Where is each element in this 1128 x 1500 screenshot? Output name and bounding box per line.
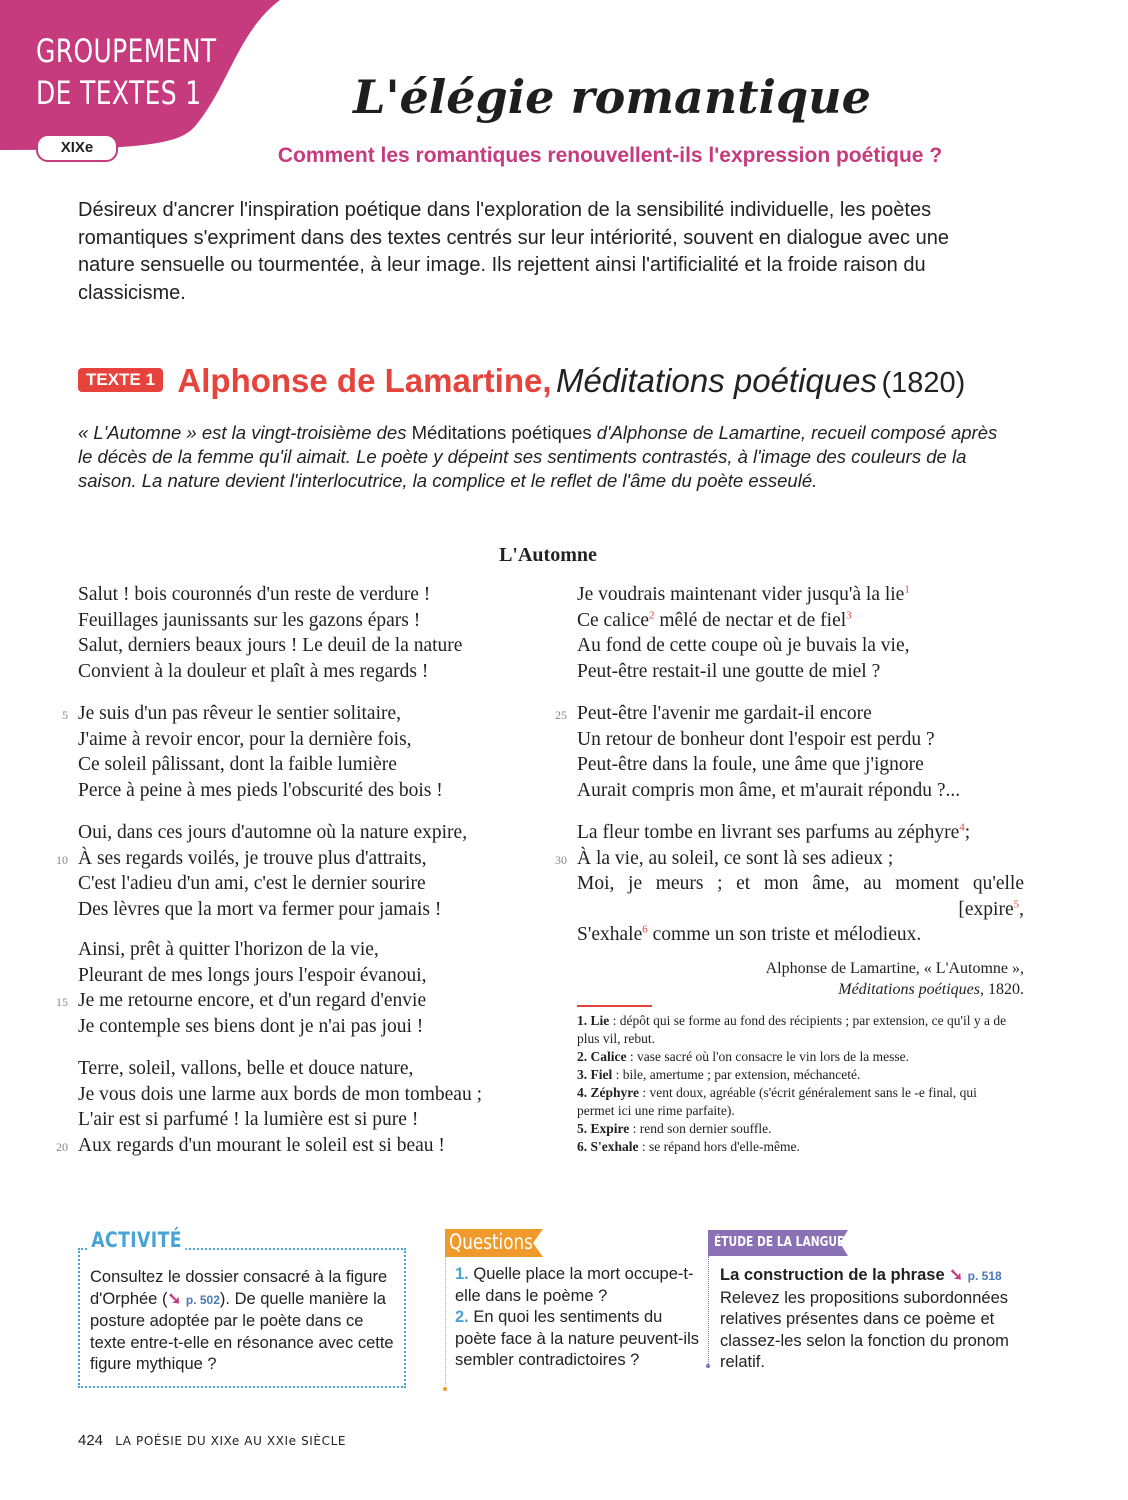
stanza-6 xyxy=(577,582,1047,684)
verse: Feuillages jaunissants sur les gazons épars ! xyxy=(78,609,421,631)
stanza-3 xyxy=(56,820,548,922)
line-number: 30 xyxy=(555,852,567,867)
text-introduction: « L'Automne » est la vingt-troisième des Méditations poétiques d'Alphonse de Lamartine, recueil composé après le décès de la femme qu'il aimait. Le poète y dépeint ses sentiments contrastés, à l'image des couleurs de la saison. La nature devient l'interlocutrice, la complice et le reflet de l'âme du poète esseulé. xyxy=(78,422,998,491)
arrow-icon: ➘ xyxy=(167,1289,186,1308)
line-number: 10 xyxy=(56,852,68,867)
verse: 15 Je me retourne encore, et d'un regard d'envie xyxy=(78,988,548,1014)
verse: Je vous dois une larme aux bords de mon tombeau ; xyxy=(78,1083,483,1105)
stanza-2 xyxy=(62,701,548,803)
verse: Je voudrais maintenant vider jusqu'à la lie$^1$ xyxy=(577,583,910,605)
footnote-mark[interactable]: 4 xyxy=(959,821,965,834)
footnote-item: 5. Expire : rend son dernier souffle. xyxy=(577,1121,772,1136)
bullet-dot xyxy=(706,1364,710,1368)
footnote-item: 1. Lie : dépôt qui se forme au fond des récipients ; par extension, ce qu'il y a de plus vil, rebut. xyxy=(577,1013,1007,1046)
verse: 25 Peut-être l'avenir me gardait-il encore xyxy=(577,701,1047,727)
language-rule xyxy=(708,1256,710,1366)
text-heading xyxy=(78,362,965,400)
language-exercise: La construction de la phrase ➘ p. 518 Relevez les propositions subordonnées relatives présentes dans ce poème et classez-les selon la fonction du pronom relatif. xyxy=(720,1266,1009,1371)
stanza-4 xyxy=(56,937,548,1039)
text-badge: TEXTE 1 xyxy=(78,368,163,392)
language-label: ÉTUDE DE LA LANGUE xyxy=(714,1235,845,1250)
verse: Ainsi, prêt à quitter l'horizon de la vie, xyxy=(78,939,379,960)
footnote-mark[interactable]: 6 xyxy=(642,923,648,936)
verse: S'exhale$^6$ comme un son triste et mélodieux. xyxy=(577,923,922,945)
verse: 20 Aux regards d'un mourant le soleil est si beau ! xyxy=(78,1133,548,1159)
questions-rule xyxy=(445,1257,447,1390)
line-number: 5 xyxy=(62,708,68,722)
page-reference-link[interactable]: p. 502 xyxy=(185,1292,220,1307)
stanza-8 xyxy=(555,820,1047,948)
verse: L'air est si parfumé ! la lumière est si pure ! xyxy=(78,1109,419,1130)
work-year: (1820) xyxy=(881,367,966,399)
verse: Un retour de bonheur dont l'espoir est perdu ? xyxy=(577,728,935,750)
footnote-mark[interactable]: 3 xyxy=(846,609,852,621)
stanza-1 xyxy=(78,582,548,684)
verse: Ce soleil pâlissant, dont la faible lumière xyxy=(78,754,397,775)
verse: Salut ! bois couronnés d'un reste de verdure ! xyxy=(78,584,431,605)
verse: Terre, soleil, vallons, belle et douce nature, xyxy=(78,1058,414,1079)
stanza-7 xyxy=(555,701,1047,803)
line-number: 20 xyxy=(56,1139,68,1154)
footnote-mark[interactable]: 2 xyxy=(649,609,655,621)
verse: Aurait compris mon âme, et m'aurait répondu ?... xyxy=(577,779,961,801)
running-title: LA POÉSIE DU XIXe AU XXIe SIÈCLE xyxy=(115,1434,347,1448)
verse: Je contemple ses biens dont je n'ai pas joui ! xyxy=(78,1015,424,1037)
verse: La fleur tombe en livrant ses parfums au zéphyre$^4$; xyxy=(577,821,971,843)
notes-separator xyxy=(577,1005,652,1007)
footnote-mark[interactable]: 5 xyxy=(1013,898,1020,910)
poem-source: Alphonse de Lamartine, « L'Automne », Méditations poétiques, 1820. xyxy=(765,960,1024,998)
questions-label: Questions xyxy=(449,1230,533,1254)
language-heading: La construction de la phrase xyxy=(720,1266,945,1284)
questions-list xyxy=(455,1264,705,1372)
line-number: 15 xyxy=(56,995,68,1009)
verse: C'est l'adieu d'un ami, c'est le dernier sourire xyxy=(78,873,426,894)
arrow-icon: ➘ xyxy=(949,1266,964,1284)
footnote-item: 3. Fiel : bile, amertume ; par extension, méchanceté. xyxy=(577,1067,861,1082)
verse: Convient à la douleur et plaît à mes regards ! xyxy=(78,660,429,682)
verse: Salut, derniers beaux jours ! Le deuil de la nature xyxy=(78,635,463,656)
verse: Peut-être restait-il une goutte de miel ? xyxy=(577,660,881,682)
verse: J'aime à revoir encor, pour la dernière fois, xyxy=(78,728,412,750)
page-subtitle: Comment les romantiques renouvellent-ils l'expression poétique ? xyxy=(277,144,943,167)
verse: Des lèvres que la mort va fermer pour jamais ! xyxy=(78,898,442,920)
verse: 30 À la vie, au soleil, ce sont là ses adieux ; xyxy=(577,846,1047,872)
bullet-dot xyxy=(443,1387,447,1391)
activity-text: Consultez le dossier consacré à la figure d'Orphée (➘ p. 502). De quelle manière la posture adoptée par le poète dans ce texte entre-t-elle en résonance avec cette figure mythique ? xyxy=(90,1268,394,1373)
activity-label: ACTIVITÉ xyxy=(88,1228,185,1252)
century-badge: XIXe xyxy=(36,134,118,162)
footnote-mark[interactable]: 1 xyxy=(904,583,910,596)
footnote-item: 2. Calice : vase sacré où l'on consacre le vin lors de la messe. xyxy=(577,1049,909,1064)
page-footer xyxy=(78,1432,346,1449)
verse: 5 Je suis d'un pas rêveur le sentier solitaire, xyxy=(78,701,548,727)
verse: Moi, je meurs ; et mon âme, au moment qu'elle xyxy=(577,873,1024,894)
page-reference-link[interactable]: p. 518 xyxy=(967,1269,1002,1283)
line-number: 25 xyxy=(555,708,567,722)
footnote-item: 4. Zéphyre : vent doux, agréable (s'écrit généralement sans le -e final, qui permet ici une rime parfaite). xyxy=(577,1085,977,1118)
poem-title: L'Automne xyxy=(499,544,597,566)
footnote-item: 6. S'exhale : se répand hors d'elle-même. xyxy=(577,1139,800,1154)
work-title: Méditations poétiques xyxy=(555,362,877,399)
verse: Peut-être dans la foule, une âme que j'ignore xyxy=(577,754,924,775)
verse: Pleurant de mes longs jours l'espoir évanoui, xyxy=(78,964,427,986)
verse: Au fond de cette coupe où je buvais la vie, xyxy=(577,635,910,656)
verse-continuation: [expire$^5$, xyxy=(958,898,1024,920)
question-item: 1. Quelle place la mort occupe-t-elle dans le poème ? xyxy=(455,1265,694,1305)
page-title: L'élégie romantique xyxy=(353,70,871,124)
group-label: GROUPEMENT DE TEXTES 1 xyxy=(36,32,217,112)
verse: 10 À ses regards voilés, je trouve plus d'attraits, xyxy=(78,846,548,872)
footnotes xyxy=(577,1012,1007,1156)
author-name: Alphonse de Lamartine, xyxy=(177,362,552,399)
verse: Perce à peine à mes pieds l'obscurité des bois ! xyxy=(78,779,443,801)
verse: Oui, dans ces jours d'automne où la nature expire, xyxy=(78,822,468,843)
stanza-5 xyxy=(56,1056,548,1158)
question-item: 2. En quoi les sentiments du poète face à la nature peuvent-ils sembler contradictoires ? xyxy=(455,1308,699,1369)
intro-paragraph: Désireux d'ancrer l'inspiration poétique dans l'exploration de la sensibilité individuelle, les poètes romantiques s'expriment dans des textes centrés sur leur intériorité, souvent en dialogue avec une nature sensuelle ou tourmentée, à leur image. Ils rejettent ainsi l'artificialité et la froide raison du classicisme. xyxy=(78,199,949,304)
page-number: 424 xyxy=(78,1432,104,1449)
verse: Ce calice$^2$ mêlé de nectar et de fiel$^3$ xyxy=(577,609,852,631)
